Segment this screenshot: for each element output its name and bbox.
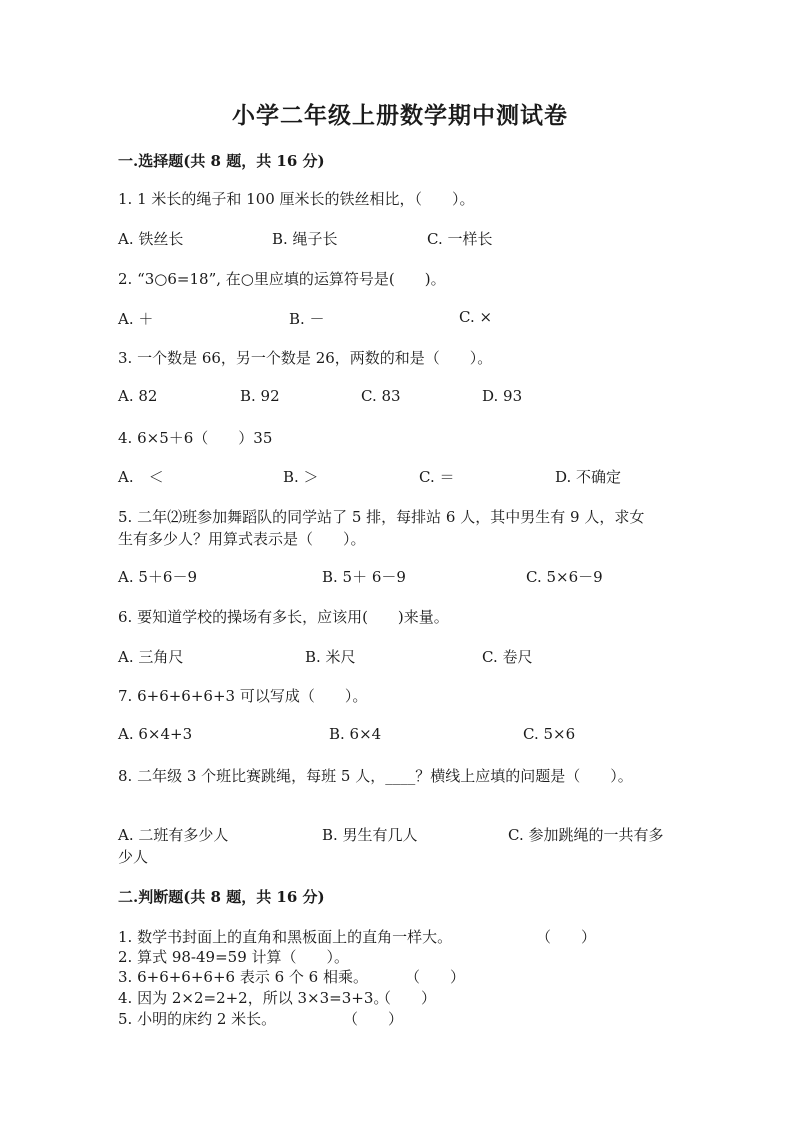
judgement-item-2 bbox=[118, 946, 349, 967]
q3-option-a: A. 82 bbox=[118, 387, 158, 405]
judgement-item-text: 5. 小明的床约 2 米长。 bbox=[118, 1010, 277, 1028]
q1-option-b: B. 绳子长 bbox=[272, 230, 338, 248]
q4-option-b: B. ＞ bbox=[283, 468, 319, 486]
judgement-item-1 bbox=[118, 926, 597, 947]
judgement-item-5 bbox=[118, 1008, 404, 1029]
answer-parentheses: （ ） bbox=[343, 1010, 404, 1028]
question-5-line-1: 5. 二年⑵班参加舞蹈队的同学站了 5 排，每排站 6 人，其中男生有 9 人，求女 bbox=[118, 508, 645, 526]
q6-option-a: A. 三角尺 bbox=[118, 648, 184, 666]
q2-option-a: A. ＋ bbox=[118, 310, 154, 328]
q7-option-c: C. 5×6 bbox=[523, 725, 576, 743]
q8-option-b: B. 男生有几人 bbox=[322, 826, 418, 844]
answer-parentheses: （ ） bbox=[536, 928, 597, 946]
judgement-item-text: 4. 因为 2×2=2+2，所以 3×3=3+3。 bbox=[118, 989, 389, 1007]
q6-option-b: B. 米尺 bbox=[305, 648, 356, 666]
q8-option-a: A. 二班有多少人 bbox=[118, 826, 229, 844]
q3-option-b: B. 92 bbox=[240, 387, 280, 405]
question-6: 6. 要知道学校的操场有多长，应该用( )来量。 bbox=[118, 608, 449, 626]
question-2: 2. “3○6=18”, 在○里应填的运算符号是( )。 bbox=[118, 270, 446, 288]
answer-parentheses: （ ） bbox=[376, 989, 437, 1007]
q6-option-c: C. 卷尺 bbox=[482, 648, 533, 666]
q2-option-b: B. － bbox=[289, 310, 325, 328]
question-8: 8. 二年级 3 个班比赛跳绳，每班 5 人，____？横线上应填的问题是（ ）。 bbox=[118, 767, 633, 785]
judgement-item-3 bbox=[118, 966, 466, 987]
q8-option-c: C. 参加跳绳的一共有多 bbox=[508, 826, 664, 844]
q1-option-a: A. 铁丝长 bbox=[118, 230, 184, 248]
q5-option-c: C. 5×6－9 bbox=[526, 568, 603, 586]
q5-option-b: B. 5＋ 6－9 bbox=[322, 568, 406, 586]
question-7: 7. 6+6+6+6+3 可以写成（ ）。 bbox=[118, 687, 368, 705]
q7-option-a: A. 6×4+3 bbox=[118, 725, 193, 743]
q8-option-c-wrap: 少人 bbox=[118, 848, 149, 866]
judgement-item-text: 2. 算式 98-49=59 计算（ ）。 bbox=[118, 948, 350, 966]
q1-option-c: C. 一样长 bbox=[427, 230, 493, 248]
q3-option-c: C. 83 bbox=[361, 387, 401, 405]
page-title: 小学二年级上册数学期中测试卷 bbox=[232, 102, 568, 129]
judgement-item-text: 1. 数学书封面上的直角和黑板面上的直角一样大。 bbox=[118, 928, 453, 946]
q2-option-c: C. × bbox=[459, 308, 493, 326]
question-5-line-2: 生有多少人？用算式表示是（ ）。 bbox=[118, 530, 366, 548]
q5-option-a: A. 5＋6－9 bbox=[118, 568, 197, 586]
judgement-item-text: 3. 6+6+6+6+6 表示 6 个 6 相乘。 bbox=[118, 968, 368, 986]
q3-option-d: D. 93 bbox=[482, 387, 523, 405]
q4-option-d: D. 不确定 bbox=[555, 468, 622, 486]
judgement-item-4 bbox=[118, 987, 437, 1008]
q7-option-b: B. 6×4 bbox=[329, 725, 382, 743]
section-heading-judgement: 二.判断题(共 8 题，共 16 分) bbox=[118, 888, 325, 906]
question-1: 1. 1 米长的绳子和 100 厘米长的铁丝相比，（ ）。 bbox=[118, 190, 475, 208]
section-heading-choice: 一.选择题(共 8 题，共 16 分) bbox=[118, 152, 325, 170]
question-4: 4. 6×5＋6（ ）35 bbox=[118, 429, 273, 447]
answer-parentheses: （ ） bbox=[405, 968, 466, 986]
q4-option-a: A. ＜ bbox=[118, 468, 164, 486]
q4-option-c: C. ＝ bbox=[419, 468, 455, 486]
question-3: 3. 一个数是 66，另一个数是 26，两数的和是（ ）。 bbox=[118, 349, 493, 367]
